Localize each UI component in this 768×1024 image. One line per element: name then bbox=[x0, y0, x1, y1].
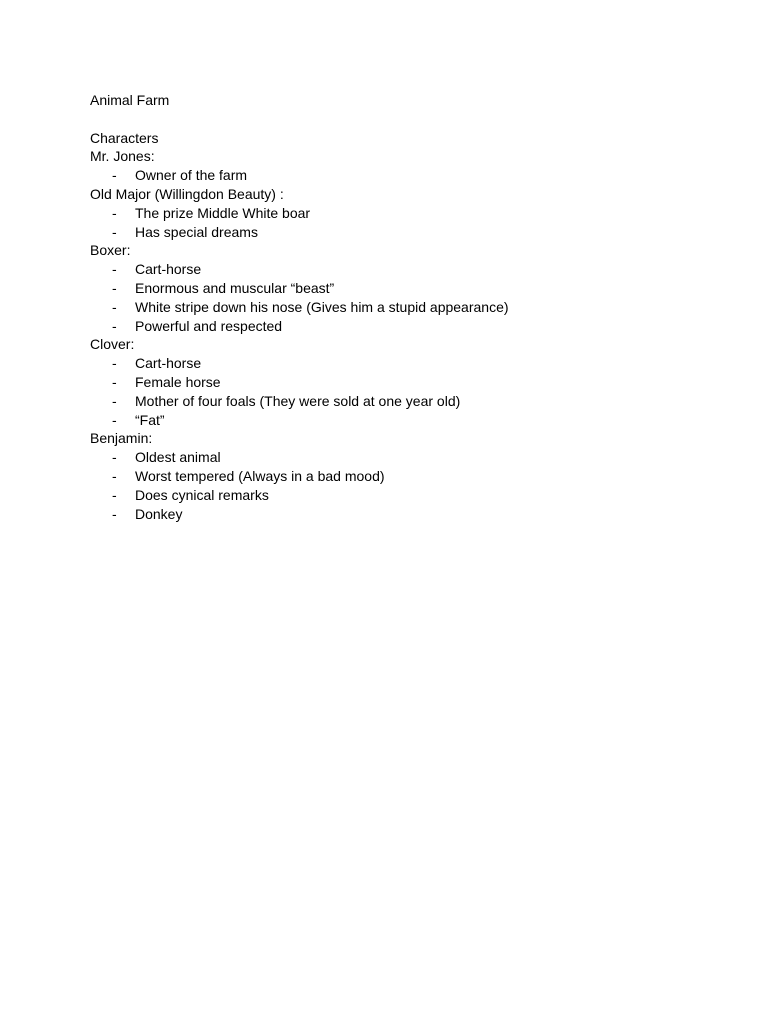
trait-list bbox=[90, 260, 730, 335]
bullet-dash: - bbox=[112, 167, 117, 184]
trait-text: Mother of four foals (They were sold at one year old) bbox=[135, 392, 461, 409]
trait-item bbox=[90, 260, 730, 279]
bullet-dash: - bbox=[112, 204, 117, 221]
trait-list bbox=[90, 166, 730, 185]
bullet-dash: - bbox=[112, 298, 117, 315]
trait-list bbox=[90, 448, 730, 523]
trait-item bbox=[90, 354, 730, 373]
trait-item bbox=[90, 223, 730, 242]
trait-item bbox=[90, 411, 730, 430]
trait-list bbox=[90, 204, 730, 242]
trait-item bbox=[90, 317, 730, 336]
trait-text: Powerful and respected bbox=[135, 317, 283, 334]
bullet-dash: - bbox=[112, 411, 117, 428]
bullet-dash: - bbox=[112, 373, 117, 390]
trait-item bbox=[90, 392, 730, 411]
character-name: Clover: bbox=[90, 336, 135, 353]
bullet-dash: - bbox=[112, 279, 117, 296]
trait-text: Cart-horse bbox=[135, 355, 202, 372]
bullet-dash: - bbox=[112, 467, 117, 484]
blank-line bbox=[90, 110, 730, 129]
bullet-dash: - bbox=[112, 392, 117, 409]
trait-item bbox=[90, 448, 730, 467]
trait-item bbox=[90, 204, 730, 223]
character-entry-benjamin bbox=[90, 429, 730, 523]
trait-item bbox=[90, 467, 730, 486]
trait-text: Has special dreams bbox=[135, 223, 258, 240]
character-entry-old-major bbox=[90, 185, 730, 241]
trait-text: Donkey bbox=[135, 505, 183, 522]
bullet-dash: - bbox=[112, 449, 117, 466]
trait-text: White stripe down his nose (Gives him a stupid appearance) bbox=[135, 298, 509, 315]
bullet-dash: - bbox=[112, 505, 117, 522]
character-name: Mr. Jones: bbox=[90, 148, 155, 165]
bullet-dash: - bbox=[112, 317, 117, 334]
trait-text: Oldest animal bbox=[135, 449, 221, 466]
document-page bbox=[90, 91, 730, 523]
bullet-dash: - bbox=[112, 261, 117, 278]
trait-list bbox=[90, 354, 730, 429]
trait-item bbox=[90, 486, 730, 505]
bullet-dash: - bbox=[112, 223, 117, 240]
section-heading: Characters bbox=[90, 129, 159, 146]
trait-item bbox=[90, 505, 730, 524]
character-name: Boxer: bbox=[90, 242, 131, 259]
trait-text: The prize Middle White boar bbox=[135, 204, 311, 221]
trait-item bbox=[90, 279, 730, 298]
character-name: Benjamin: bbox=[90, 430, 153, 447]
trait-item bbox=[90, 373, 730, 392]
character-name: Old Major (Willingdon Beauty) : bbox=[90, 185, 284, 202]
character-entry-clover bbox=[90, 335, 730, 429]
trait-text: Owner of the farm bbox=[135, 167, 248, 184]
trait-text: Cart-horse bbox=[135, 261, 202, 278]
trait-item bbox=[90, 298, 730, 317]
trait-item bbox=[90, 166, 730, 185]
trait-text: Does cynical remarks bbox=[135, 486, 269, 503]
trait-text: Enormous and muscular “beast” bbox=[135, 279, 335, 296]
trait-text: Worst tempered (Always in a bad mood) bbox=[135, 467, 385, 484]
bullet-dash: - bbox=[112, 486, 117, 503]
character-entry-boxer bbox=[90, 241, 730, 335]
trait-text: “Fat” bbox=[135, 411, 165, 428]
document-title: Animal Farm bbox=[90, 92, 170, 108]
bullet-dash: - bbox=[112, 355, 117, 372]
character-entry-mr-jones bbox=[90, 147, 730, 185]
trait-text: Female horse bbox=[135, 373, 221, 390]
